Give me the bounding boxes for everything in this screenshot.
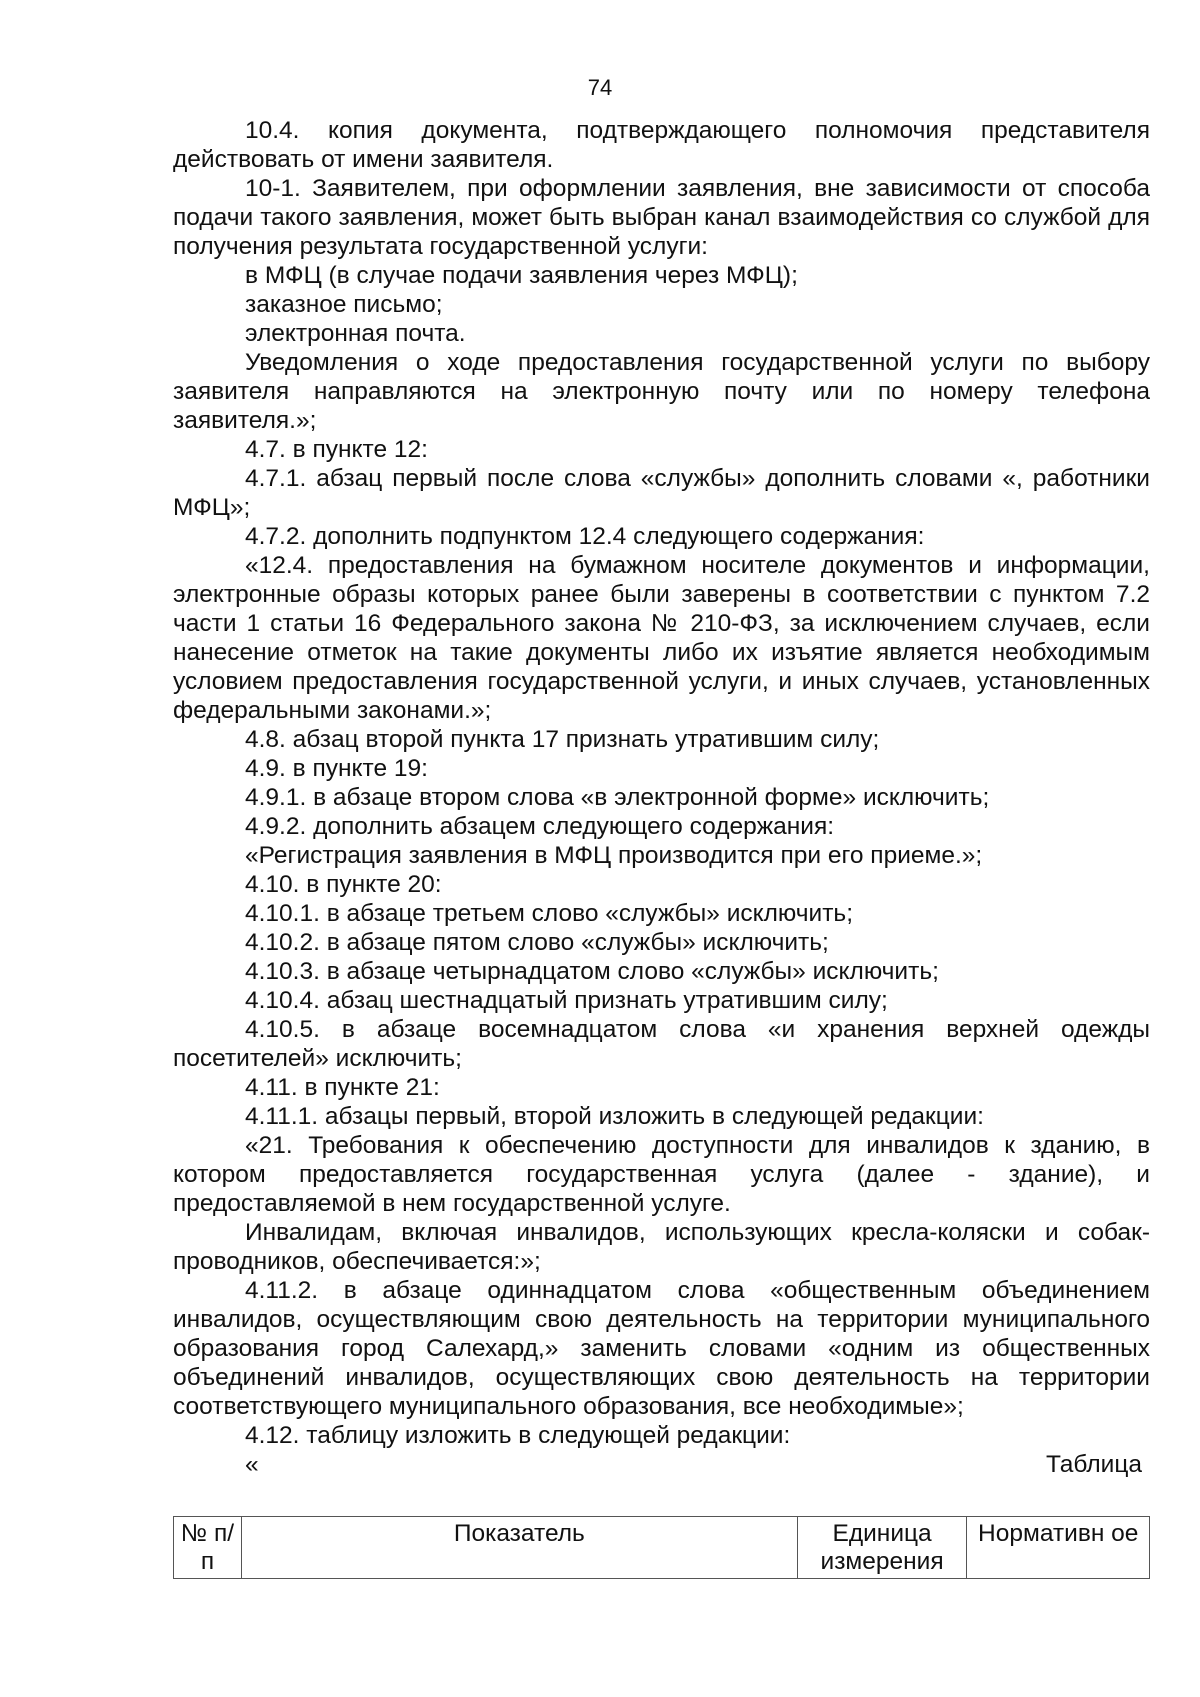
header-indicator: Показатель [241, 1517, 797, 1579]
page-number: 74 [587, 75, 613, 100]
paragraph: 4.10.3. в абзаце четырнадцатом слово «службы» исключить; [245, 958, 939, 985]
table-header-row [174, 1517, 1150, 1579]
paragraph: 4.11.1. абзацы первый, второй изложить в следующей редакции: [245, 1103, 984, 1130]
paragraph: 4.12. таблицу изложить в следующей редакции: [245, 1422, 791, 1449]
paragraph: 4.10.4. абзац шестнадцатый признать утратившим силу; [245, 987, 888, 1014]
paragraph: 4.9. в пункте 19: [245, 755, 428, 782]
paragraph: «12.4. предоставления на бумажном носителе документов и информации, электронные образы которых ранее были заверены в соответствии с пунктом 7.2 части 1 статьи 16 Федерального закона № 210-ФЗ, за исключением случаев, если нанесение отметок на такие документы либо их изъятие является необходимым условием предоставления государственной услуги, и иных случаев, установленных федеральными законами.»; [173, 552, 1150, 724]
paragraph: 10-1. Заявителем, при оформлении заявления, вне зависимости от способа подачи такого заявления, может быть выбран канал взаимодействия со службой для получения результата государственной услуги: [173, 175, 1150, 260]
paragraph: 4.10.1. в абзаце третьем слово «службы» исключить; [245, 900, 854, 927]
paragraph: «Регистрация заявления в МФЦ производится при его приеме.»; [245, 842, 983, 869]
paragraph: Уведомления о ходе предоставления государственной услуги по выбору заявителя направляются на электронную почту или по номеру телефона заявителя.»; [173, 349, 1150, 434]
header-num: № п/п [174, 1517, 242, 1579]
paragraph: 4.7.2. дополнить подпунктом 12.4 следующего содержания: [245, 523, 925, 550]
paragraph: 4.10. в пункте 20: [245, 871, 442, 898]
paragraph: электронная почта. [245, 320, 466, 347]
document-body [173, 116, 1150, 1579]
paragraph: 4.8. абзац второй пункта 17 признать утратившим силу; [245, 726, 880, 753]
open-quote: « [245, 1451, 259, 1478]
paragraph: 4.11.2. в абзаце одиннадцатом слова «общественным объединением инвалидов, осуществляющим свою деятельность на территории муниципального образования город Салехард,» заменить словами «одним из общественных объединений инвалидов, осуществляющих свою деятельность на территории соответствующего муниципального образования, все необходимые»; [173, 1277, 1150, 1420]
norm-table [173, 1516, 1150, 1579]
paragraph: заказное письмо; [245, 291, 443, 318]
paragraph: в МФЦ (в случае подачи заявления через МФЦ); [245, 262, 798, 289]
paragraph: 4.11. в пункте 21: [245, 1074, 440, 1101]
table-label: Таблица [1045, 1451, 1142, 1478]
header-unit: Единица измерения [797, 1517, 967, 1579]
paragraph: 4.7. в пункте 12: [245, 436, 428, 463]
paragraph: «21. Требования к обеспечению доступности для инвалидов к зданию, в котором предоставляется государственная услуга (далее - здание), и предоставляемой в нем государственной услуге. [173, 1132, 1150, 1217]
paragraph: 4.9.1. в абзаце втором слова «в электронной форме» исключить; [245, 784, 990, 811]
paragraph: 10.4. копия документа, подтверждающего полномочия представителя действовать от имени заявителя. [173, 117, 1150, 173]
table-label-line [173, 1450, 1150, 1479]
paragraph: 4.10.2. в абзаце пятом слово «службы» исключить; [245, 929, 829, 956]
paragraph: 4.7.1. абзац первый после слова «службы» дополнить словами «, работники МФЦ»; [173, 465, 1150, 521]
paragraph: 4.9.2. дополнить абзацем следующего содержания: [245, 813, 835, 840]
header-norm: Нормативн ое [967, 1517, 1150, 1579]
paragraph: 4.10.5. в абзаце восемнадцатом слова «и хранения верхней одежды посетителей» исключить; [173, 1016, 1150, 1072]
paragraph: Инвалидам, включая инвалидов, использующих кресла-коляски и собак-проводников, обеспечивается:»; [173, 1219, 1150, 1275]
